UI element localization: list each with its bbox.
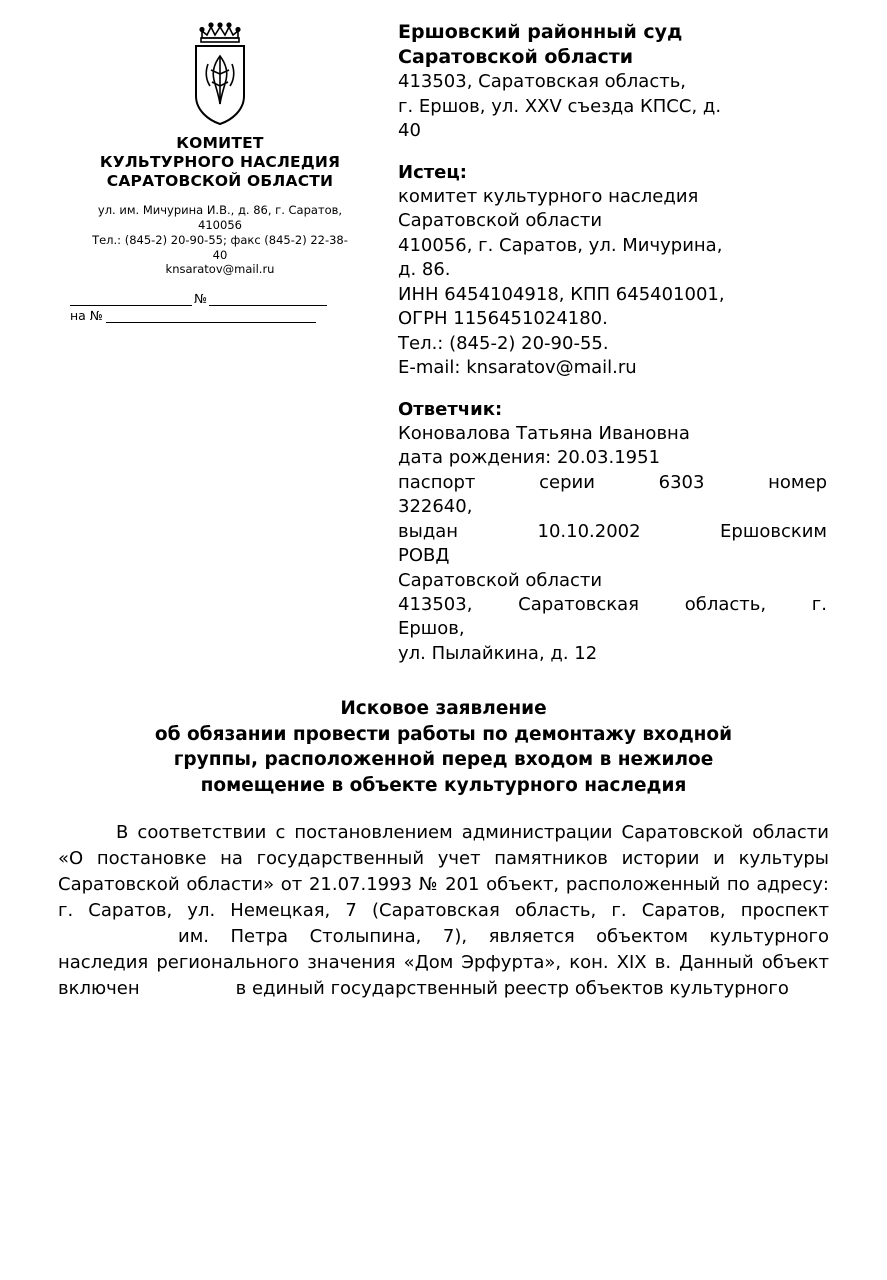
plaintiff-line: комитет культурного наследия <box>398 185 699 207</box>
plaintiff-line: ОГРН 1156451024180. <box>398 308 608 330</box>
court-address-line3: 40 <box>398 120 421 142</box>
outgoing-number-blank-line[interactable] <box>209 294 327 306</box>
organization-phone-continued: 40 <box>212 247 228 262</box>
defendant-line: 413503, Саратовская область, г. <box>398 593 827 615</box>
defendant-label: Ответчик: <box>398 398 503 420</box>
organization-name <box>70 134 370 191</box>
number-symbol: № <box>194 291 208 307</box>
plaintiff-label: Истец: <box>398 161 467 183</box>
court-name-line2: Саратовской области <box>398 46 634 69</box>
defendant-line: РОВД <box>398 545 450 567</box>
incoming-number-blank-line[interactable] <box>106 311 316 323</box>
court-name <box>398 20 827 70</box>
document-title <box>70 696 817 798</box>
organization-name-line1: КОМИТЕТ <box>176 134 264 152</box>
defendant-line: дата рождения: 20.03.1951 <box>398 447 661 469</box>
plaintiff-line: ИНН 6454104918, КПП 645401001, <box>398 283 725 305</box>
date-blank-line[interactable] <box>70 294 192 306</box>
reply-label: на № <box>70 308 103 324</box>
organization-name-line2: КУЛЬТУРНОГО НАСЛЕДИЯ <box>99 152 341 171</box>
outgoing-number-row <box>70 291 370 306</box>
registration-number-block <box>70 291 370 323</box>
addressee-block <box>370 18 827 666</box>
plaintiff-line: E-mail: knsaratov@mail.ru <box>398 357 637 379</box>
organization-address-line2: 410056 <box>198 217 242 232</box>
court-address-line2: г. Ершов, ул. XXV съезда КПСС, д. <box>398 95 722 117</box>
court-name-line1: Ершовский районный суд <box>398 21 683 43</box>
defendant-line: 322640, <box>398 496 473 518</box>
organization-address <box>70 203 370 278</box>
body-paragraph-1-part2: им. Петра Столыпина, 7), является объектом культурного наследия регионального значения «Дом Эрфурта», кон. XIX в. Данный объект включен <box>58 926 829 999</box>
body-paragraph-1-part3: в единый государственный реестр объектов культурного <box>235 977 789 999</box>
plaintiff-line: Саратовской области <box>398 210 603 232</box>
defendant-line: выдан 10.10.2002 Ершовским <box>398 520 827 542</box>
defendant-line: Коновалова Татьяна Ивановна <box>398 422 690 444</box>
coat-of-arms-icon <box>178 18 262 128</box>
defendant-line: паспорт серии 6303 номер <box>398 471 827 493</box>
document-title-line2: об обязании провести работы по демонтажу входной <box>154 723 733 745</box>
document-title-line4: помещение в объекте культурного наследия <box>200 774 687 796</box>
plaintiff-line: д. 86. <box>398 259 451 281</box>
document-title-line1: Исковое заявление <box>340 698 547 720</box>
organization-email: knsaratov@mail.ru <box>165 262 275 277</box>
defendant-line: Саратовской области <box>398 569 603 591</box>
body-paragraph-1-part1: В соответствии с постановлением администрации Саратовской области «О постановке на государственный учет памятников истории и культуры Саратовской области» от 21.07.1993 № 201 объект, расположенный по адресу: г. Саратов, ул. Немецкая, 7 (Саратовская область, г. Саратов, проспект <box>58 822 829 922</box>
organization-name-line3: САРАТОВСКОЙ ОБЛАСТИ <box>106 171 334 190</box>
letterhead-block <box>70 18 370 325</box>
document-title-line3: группы, расположенной перед входом в нежилое <box>173 749 714 771</box>
defendant-line: Ершов, <box>398 618 465 640</box>
plaintiff-line: 410056, г. Саратов, ул. Мичурина, <box>398 234 723 256</box>
body-paragraph-1 <box>58 820 829 1001</box>
organization-address-line1: ул. им. Мичурина И.В., д. 86, г. Саратов, <box>97 202 343 217</box>
plaintiff-line: Тел.: (845-2) 20-90-55. <box>398 332 609 354</box>
defendant-line: ул. Пылайкина, д. 12 <box>398 642 598 664</box>
organization-phone: Тел.: (845-2) 20-90-55; факс (845-2) 22-38- <box>92 232 348 247</box>
court-address-line1: 413503, Саратовская область, <box>398 71 687 93</box>
incoming-number-row <box>70 308 370 323</box>
